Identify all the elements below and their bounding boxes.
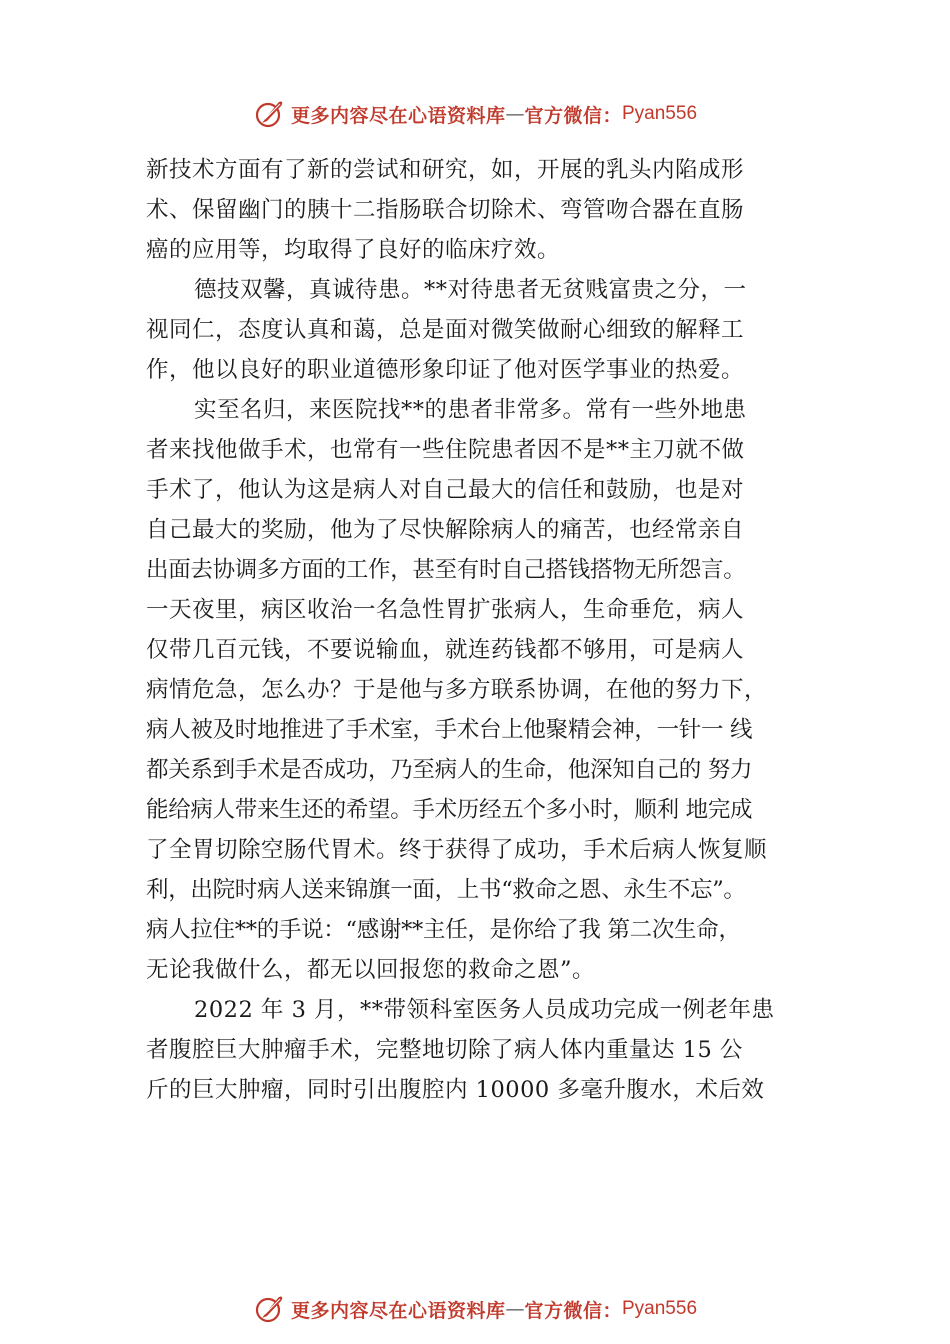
text-line: 利，出院时病人送来锦旗一面，上书“救命之恩、永生不忘”。: [146, 877, 746, 903]
quill-logo-icon: [253, 1292, 287, 1326]
text-line: 病情危急，怎么办？于是他与多方联系协调，在他的努力下，: [146, 677, 768, 703]
text-line: 出面去协调多方面的工作，甚至有时自己搭钱搭物无所怨言。: [146, 557, 746, 583]
banner-wechat-id: Pyan556: [622, 103, 698, 124]
text-line: 都关系到手术是否成功，乃至病人的生命，他深知自己的 努力: [146, 757, 753, 783]
paragraph-start-line: 德技双馨，真诚待患。**对待患者无贫贱富贵之分，一: [194, 277, 747, 303]
text-line: 无论我做什么，都无以回报您的救命之恩”。: [146, 957, 596, 983]
text-line: 视同仁，态度认真和蔼，总是面对微笑做耐心细致的解释工: [146, 317, 745, 343]
banner-label: 官方微信：: [524, 104, 622, 127]
paragraph-start-line: 实至名归，来医院找**的患者非常多。常有一些外地患: [194, 397, 747, 423]
quill-logo-icon: [253, 97, 287, 131]
banner-title: 更多内容尽在心语资料库: [290, 1299, 506, 1322]
text-line: 了全胃切除空肠代胃术。终于获得了成功，手术后病人恢复顺: [146, 837, 768, 863]
text-line: 癌的应用等，均取得了良好的临床疗效。: [146, 237, 561, 263]
banner-title: 更多内容尽在心语资料库: [290, 104, 506, 127]
text-line: 者来找他做手术，也常有一些住院患者因不是**主刀就不做: [146, 437, 745, 463]
text-line: 手术了，他认为这是病人对自己最大的信任和鼓励，也是对: [146, 477, 745, 503]
banner-wechat-id: Pyan556: [622, 1298, 698, 1319]
text-line: 者腹腔巨大肿瘤手术，完整地切除了病人体内重量达 15 公: [146, 1037, 743, 1063]
text-line: 术、保留幽门的胰十二指肠联合切除术、弯管吻合器在直肠: [146, 197, 745, 223]
text-line: 斤的巨大肿瘤，同时引出腹腔内 10000 多毫升腹水，术后效: [146, 1077, 765, 1103]
text-line: 能给病人带来生还的希望。手术历经五个多小时，顺利 地完成: [146, 797, 753, 823]
document-body: [146, 150, 846, 1110]
text-line: 作，他以良好的职业道德形象印证了他对医学事业的热爱。: [146, 357, 745, 383]
text-line: 自己最大的奖励，他为了尽快解除病人的痛苦，也经常亲自: [146, 517, 745, 543]
banner-dash: —: [505, 103, 525, 125]
text-line: 仅带几百元钱，不要说输血，就连药钱都不够用，可是病人: [146, 637, 745, 663]
paragraph-start-line: 2022 年 3 月，**带领科室医务人员成功完成一例老年患: [194, 997, 775, 1023]
header-banner: [0, 94, 950, 134]
banner-label: 官方微信：: [524, 1299, 622, 1322]
text-line: 病人拉住**的手说：“感谢**主任，是你给了我 第二次生命，: [146, 917, 741, 943]
footer-banner: [0, 1289, 950, 1329]
text-line: 病人被及时地推进了手术室，手术台上他聚精会神，一针一 线: [146, 717, 753, 743]
text-line: 新技术方面有了新的尝试和研究，如，开展的乳头内陷成形: [146, 157, 745, 183]
text-line: 一天夜里，病区收治一名急性胃扩张病人，生命垂危，病人: [146, 597, 745, 623]
banner-dash: —: [505, 1298, 525, 1320]
